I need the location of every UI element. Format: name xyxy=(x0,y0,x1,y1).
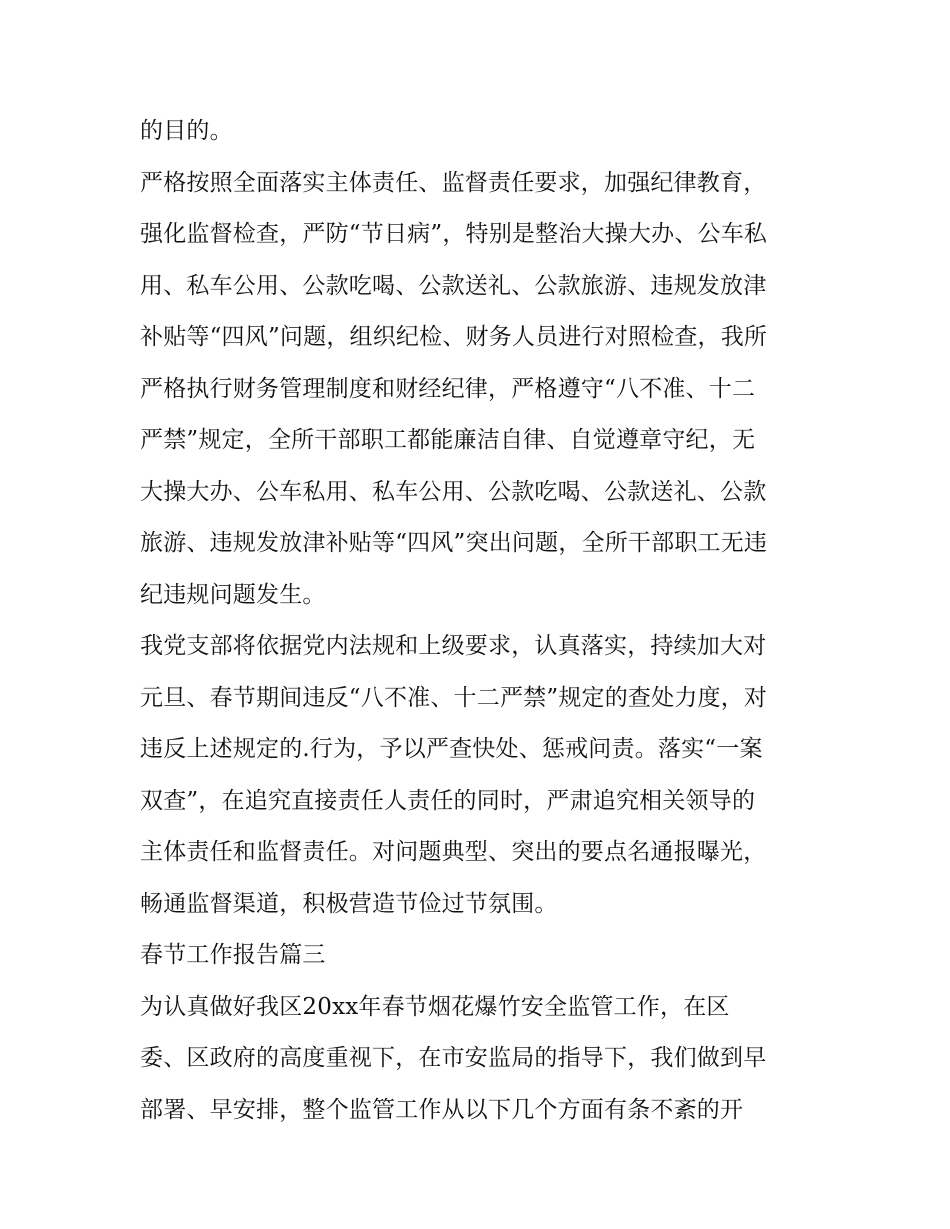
document-body xyxy=(140,106,830,1136)
section-heading: 春节工作报告篇三 xyxy=(140,942,326,968)
text-line: 违反上述规定的.行为，予以严查快处、惩戒问责。落实“一案 xyxy=(140,736,763,762)
text-line: 元旦、春节期间违反“八不准、十二严禁”规定的查处力度，对 xyxy=(140,684,768,711)
text-line: 畅通监督渠道，积极营造节俭过节氛围。 xyxy=(140,890,558,917)
text-line: 纪违规问题发生。 xyxy=(140,581,326,608)
text-line: 补贴等“四风”问题，组织纪检、财务人员进行对照检查，我所 xyxy=(140,324,768,350)
text-line: 严格按照全面落实主体责任、监督责任要求，加强纪律教育， xyxy=(140,169,767,196)
text-line: 双查”，在追究直接责任人责任的同时，严肃追究相关领导的 xyxy=(140,787,756,814)
text-line: 大操大办、公车私用、私车公用、公款吃喝、公款送礼、公款 xyxy=(140,478,767,505)
text-line: 严禁”规定，全所干部职工都能廉洁自律、自觉遵章守纪，无 xyxy=(140,427,756,453)
text-line: 主体责任和监督责任。对问题典型、突出的要点名通报曝光， xyxy=(140,839,767,865)
text-line: 严格执行财务管理制度和财经纪律，严格遵守“八不准、十二 xyxy=(140,375,756,402)
text-line: 部署、早安排，整个监管工作从以下几个方面有条不紊的开 xyxy=(140,1096,744,1123)
text-line: 的目的。 xyxy=(140,118,233,144)
text-line: 为认真做好我区20xx年春节烟花爆竹安全监管工作，在区 xyxy=(140,993,730,1020)
text-line: 用、私车公用、公款吃喝、公款送礼、公款旅游、违规发放津 xyxy=(140,272,767,299)
text-line: 委、区政府的高度重视下，在市安监局的指导下，我们做到早 xyxy=(140,1045,767,1071)
text-line: 我党支部将依据党内法规和上级要求，认真落实，持续加大对 xyxy=(140,633,767,659)
text-line: 强化监督检查，严防“节日病”，特别是整治大操大办、公车私 xyxy=(140,221,768,247)
text-line: 旅游、违规发放津补贴等“四风”突出问题，全所干部职工无违 xyxy=(140,530,768,556)
